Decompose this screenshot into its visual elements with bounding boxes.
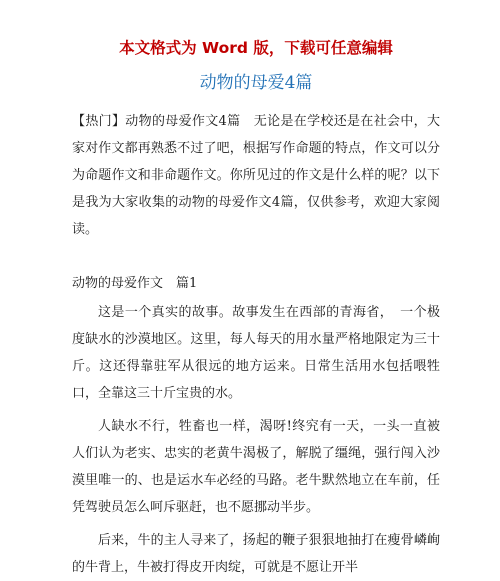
intro-paragraph: 【热门】动物的母爱作文4篇 无论是在学校还是在社会中，大家对作文都再熟悉不过了吧，根据写作命题的特点，作文可以分为命题作文和非命题作文。你所见过的作文是什么样的呢？以下是我为大家收集的动物的母爱作文4篇，仅供参考，欢迎大家阅读。 [72,114,440,237]
section-heading: 动物的母爱作文 篇1 [72,276,198,291]
word-format-banner: 本文格式为 Word 版，下载可任意编辑 [119,39,393,57]
body-paragraph-3: 后来，牛的主人寻来了，扬起的鞭子狠狠地抽打在瘦骨嶙峋的牛背上，牛被打得皮开肉绽，可就是不愿让开半 [72,533,440,575]
body-paragraph-2: 人缺水不行，牲畜也一样，渴呀!终究有一天，一头一直被人们认为老实、忠实的老黄牛渴极了，解脱了缰绳，强行闯入沙漠里唯一的、也是运水车必经的马路。老牛默然地立在车前，任凭驾驶员怎么呵斥驱赶，也不愿挪动半步。 [72,419,440,515]
document-title: 动物的母爱4篇 [199,73,313,93]
body-paragraph-1: 这是一个真实的故事。故事发生在西部的青海省， 一个极度缺水的沙漠地区。这里，每人每天的用水量严格地限定为三十斤。这还得靠驻军从很远的地方运来。日常生活用水包括喂牲口，全靠这三十斤宝贵的水。 [72,305,440,401]
